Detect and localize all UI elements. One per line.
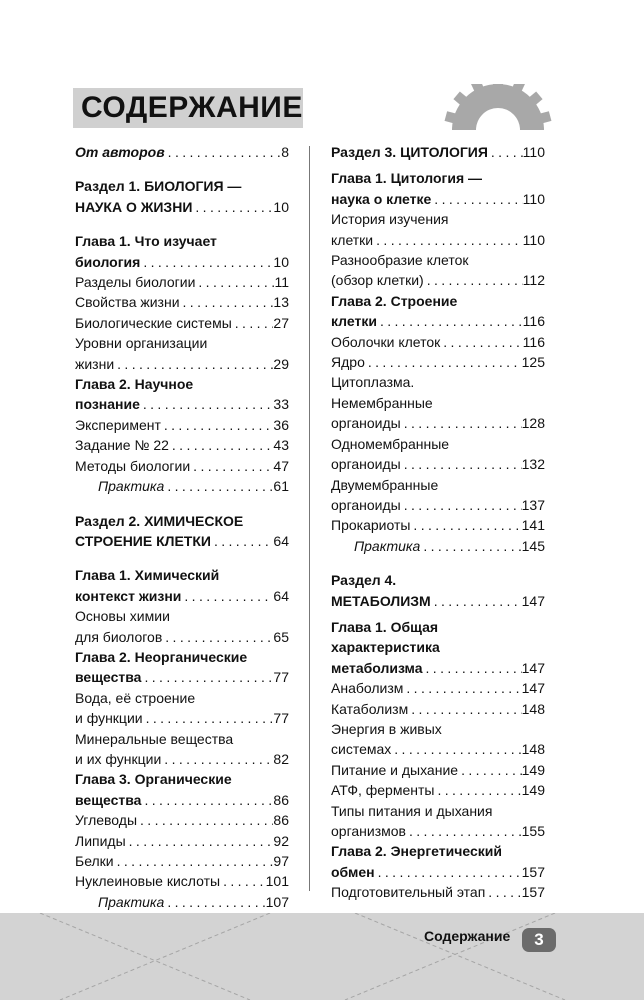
toc-entry-title-line: органоиды bbox=[331, 415, 401, 432]
toc-page-number: 157 bbox=[521, 884, 545, 901]
toc-entry-title-line: Оболочки клеток bbox=[331, 333, 441, 350]
toc-entry-title-line: Свойства жизни bbox=[75, 294, 180, 311]
toc-entry-item[interactable] bbox=[75, 272, 289, 292]
toc-page-number: 92 bbox=[273, 832, 289, 849]
toc-entry-section[interactable] bbox=[75, 176, 289, 217]
dot-leader bbox=[423, 658, 522, 678]
toc-page-number: 112 bbox=[522, 272, 545, 289]
toc-entry-title-line: Раздел 3. ЦИТОЛОГИЯ bbox=[331, 144, 488, 160]
toc-entry-row bbox=[75, 354, 289, 374]
toc-entry-title-line: (обзор клетки) bbox=[331, 272, 424, 289]
dot-leader bbox=[190, 456, 273, 476]
toc-entry-title-line: Практика bbox=[98, 893, 165, 910]
toc-entry-item[interactable] bbox=[75, 333, 289, 374]
dot-leader bbox=[488, 142, 523, 162]
toc-entry-item[interactable] bbox=[75, 729, 289, 770]
toc-entry-title-line: клетки bbox=[331, 313, 377, 330]
toc-left-column bbox=[75, 142, 289, 912]
toc-entry-row bbox=[75, 851, 289, 871]
toc-entry-title-line: Одномембранные bbox=[331, 435, 450, 452]
toc-entry-item[interactable] bbox=[331, 475, 545, 516]
toc-entry-title-line: НАУКА О ЖИЗНИ bbox=[75, 198, 193, 215]
toc-entry-item[interactable] bbox=[331, 352, 545, 372]
toc-entry-chapter[interactable] bbox=[75, 647, 289, 688]
toc-page-number: 157 bbox=[521, 863, 545, 880]
dot-leader bbox=[408, 699, 521, 719]
toc-page-number: 137 bbox=[521, 496, 545, 513]
toc-entry-title-line: характеристика bbox=[331, 639, 440, 656]
toc-page-number: 155 bbox=[521, 823, 545, 839]
toc-entry-item[interactable] bbox=[331, 332, 545, 352]
toc-entry-title-line: Глава 1. Химический bbox=[75, 567, 220, 584]
dot-leader bbox=[114, 354, 273, 374]
toc-entry-item[interactable] bbox=[75, 606, 289, 647]
toc-entry-item[interactable] bbox=[331, 678, 545, 698]
toc-entry-item[interactable] bbox=[75, 292, 289, 312]
toc-entry-row bbox=[75, 531, 289, 551]
toc-page-number: 149 bbox=[521, 761, 545, 778]
toc-entry-row bbox=[331, 699, 545, 719]
toc-entry-row bbox=[331, 454, 545, 474]
dot-leader bbox=[424, 270, 523, 290]
toc-entry-item[interactable] bbox=[331, 372, 545, 433]
toc-entry-title-line: Глава 1. Общая bbox=[331, 618, 439, 635]
toc-entry-row bbox=[331, 230, 545, 250]
dot-leader bbox=[440, 332, 522, 352]
toc-entry-item[interactable] bbox=[331, 699, 545, 719]
toc-entry-title-line: Основы химии bbox=[75, 608, 170, 625]
toc-entry-item[interactable] bbox=[331, 780, 545, 800]
toc-page-number: 147 bbox=[521, 659, 545, 676]
dot-leader bbox=[195, 272, 274, 292]
toc-entry-chapter[interactable] bbox=[331, 841, 545, 882]
toc-entry-row bbox=[331, 352, 545, 372]
dot-leader bbox=[431, 591, 522, 611]
dot-leader bbox=[431, 189, 522, 209]
toc-entry-row bbox=[75, 627, 289, 647]
toc-entry-row bbox=[331, 270, 545, 290]
toc-entry-row bbox=[331, 658, 545, 678]
toc-entry-title-line: Прокариоты bbox=[331, 517, 411, 534]
dot-leader bbox=[365, 352, 522, 372]
dot-leader bbox=[377, 311, 523, 331]
toc-entry-title-line: АТФ, ферменты bbox=[331, 782, 435, 799]
toc-entry-title-line: Биологические системы bbox=[75, 314, 232, 331]
toc-entry-row bbox=[75, 586, 289, 606]
toc-entry-title-line: МЕТАБОЛИЗМ bbox=[331, 592, 431, 609]
dot-leader bbox=[401, 413, 522, 433]
toc-entry-row bbox=[331, 862, 545, 882]
toc-page-number: 132 bbox=[521, 456, 545, 473]
toc-page-number: 13 bbox=[273, 294, 289, 311]
toc-entry-item[interactable] bbox=[75, 435, 289, 455]
toc-entry-item[interactable] bbox=[331, 760, 545, 780]
toc-entry-row bbox=[75, 415, 289, 435]
toc-entry-title-line: вещества bbox=[75, 791, 142, 808]
footer-pattern bbox=[0, 913, 644, 1000]
dot-leader bbox=[391, 739, 521, 759]
toc-entry-row bbox=[331, 882, 545, 902]
dot-leader bbox=[114, 851, 274, 871]
dot-leader bbox=[232, 313, 274, 333]
toc-entry-row bbox=[75, 252, 289, 272]
toc-entry-title-line: контекст жизни bbox=[75, 587, 182, 604]
toc-page-number: 116 bbox=[522, 313, 545, 330]
toc-page-number: 77 bbox=[273, 669, 289, 686]
dot-leader bbox=[165, 142, 282, 162]
toc-entry-title-line: Двумембранные bbox=[331, 476, 439, 493]
toc-page-number: 8 bbox=[281, 144, 289, 160]
toc-entry-title-line: Глава 1. Что изучает bbox=[75, 233, 217, 250]
toc-page-number: 147 bbox=[521, 592, 545, 609]
dot-leader bbox=[141, 667, 273, 687]
toc-page-number: 86 bbox=[273, 791, 289, 808]
toc-entry-title-line: Практика bbox=[354, 537, 421, 554]
toc-entry-title-line: системах bbox=[331, 741, 392, 758]
page-title-box bbox=[73, 88, 303, 128]
toc-entry-row bbox=[75, 142, 289, 162]
dot-leader bbox=[211, 531, 273, 551]
dot-leader bbox=[434, 780, 521, 800]
dot-leader bbox=[181, 586, 273, 606]
dot-leader bbox=[192, 197, 273, 217]
toc-entry-item[interactable] bbox=[331, 209, 545, 250]
toc-entry-row bbox=[331, 311, 545, 331]
toc-entry-title-line: органоиды bbox=[331, 456, 401, 473]
toc-entry-title-line: и их функции bbox=[75, 750, 162, 767]
toc-entry-item[interactable] bbox=[75, 415, 289, 435]
toc-entry-row bbox=[331, 189, 545, 209]
dot-leader bbox=[137, 810, 273, 830]
toc-entry-title-line: Глава 2. Научное bbox=[75, 376, 194, 393]
toc-entry-title-line: жизни bbox=[75, 355, 115, 372]
toc-page-number: 141 bbox=[521, 517, 545, 534]
toc-page-number: 65 bbox=[273, 628, 289, 645]
dot-leader bbox=[406, 821, 522, 841]
toc-entry-item[interactable] bbox=[75, 456, 289, 476]
toc-entry-row bbox=[331, 678, 545, 698]
toc-entry-title-line: Разделы биологии bbox=[75, 274, 196, 291]
toc-entry-title-line: Нуклеиновые кислоты bbox=[75, 873, 221, 890]
toc-entry-title-line: Катаболизм bbox=[331, 700, 409, 717]
page-number-badge: 3 bbox=[522, 928, 556, 952]
toc-entry-title-line: Цитоплазма. bbox=[331, 374, 415, 391]
toc-entry-title-line: Анаболизм bbox=[331, 680, 404, 697]
toc-entry-item[interactable] bbox=[331, 515, 545, 535]
toc-entry-row bbox=[331, 821, 545, 841]
toc-entry-item[interactable] bbox=[75, 313, 289, 333]
page-footer bbox=[0, 913, 644, 1000]
dot-leader bbox=[420, 536, 521, 556]
toc-entry-row bbox=[331, 142, 545, 162]
toc-entry-title-line: метаболизма bbox=[331, 659, 423, 676]
dot-leader bbox=[410, 515, 521, 535]
toc-entry-title-line: Раздел 1. БИОЛОГИЯ — bbox=[75, 178, 242, 195]
toc-page-number: 77 bbox=[273, 710, 289, 727]
toc-entry-title-line: История изучения bbox=[331, 211, 449, 228]
toc-entry-section[interactable] bbox=[331, 142, 545, 162]
toc-entry-item[interactable] bbox=[75, 810, 289, 830]
toc-entry-title-line: Белки bbox=[75, 853, 114, 869]
footer-section-label: Содержание bbox=[424, 928, 511, 944]
toc-page-number: 47 bbox=[273, 457, 289, 474]
toc-entry-item[interactable] bbox=[75, 851, 289, 871]
toc-entry-title-line: От авторов bbox=[75, 144, 165, 160]
toc-entry-practice[interactable] bbox=[331, 536, 545, 556]
dot-leader bbox=[143, 708, 274, 728]
toc-entry-row bbox=[331, 591, 545, 611]
toc-entry-item[interactable] bbox=[331, 882, 545, 902]
toc-page-number: 86 bbox=[273, 812, 289, 829]
dot-leader bbox=[458, 760, 522, 780]
toc-entry-row bbox=[98, 892, 289, 912]
toc-entry-title-line: Задание № 22 bbox=[75, 437, 169, 454]
dot-leader bbox=[403, 678, 521, 698]
dot-leader bbox=[373, 230, 523, 250]
toc-entry-item[interactable] bbox=[75, 871, 289, 891]
toc-entry-row bbox=[331, 515, 545, 535]
toc-entry-item[interactable] bbox=[331, 250, 545, 291]
dot-leader bbox=[126, 831, 274, 851]
dot-leader bbox=[401, 454, 522, 474]
toc-entry-row bbox=[354, 536, 545, 556]
toc-entry-title-line: Подготовительный этап bbox=[331, 884, 486, 901]
toc-page-number: 148 bbox=[521, 741, 545, 758]
toc-entry-row bbox=[75, 435, 289, 455]
column-divider bbox=[309, 146, 310, 891]
toc-entry-row bbox=[75, 831, 289, 851]
dot-leader bbox=[162, 627, 273, 647]
toc-page-number: 10 bbox=[273, 198, 289, 215]
toc-entry-title-line: Методы биологии bbox=[75, 457, 191, 474]
toc-entry-row bbox=[75, 272, 289, 292]
toc-entry-title-line: Энергия в живых bbox=[331, 720, 442, 737]
gear-icon bbox=[438, 84, 558, 130]
dot-leader bbox=[180, 292, 274, 312]
toc-entry-title-line: организмов bbox=[331, 823, 406, 839]
toc-entry-section[interactable] bbox=[75, 511, 289, 552]
toc-entry-row bbox=[75, 708, 289, 728]
toc-entry-row bbox=[75, 292, 289, 312]
toc-page-number: 11 bbox=[274, 274, 289, 291]
toc-entry-chapter[interactable] bbox=[331, 291, 545, 332]
toc-entry-row bbox=[98, 476, 289, 496]
toc-entry-practice[interactable] bbox=[75, 476, 289, 496]
toc-entry-author[interactable] bbox=[75, 142, 289, 162]
toc-entry-row bbox=[331, 739, 545, 759]
toc-entry-title-line: наука о клетке bbox=[331, 190, 432, 207]
toc-entry-item[interactable] bbox=[331, 719, 545, 760]
toc-page-number: 128 bbox=[521, 415, 545, 432]
toc-entry-row bbox=[75, 456, 289, 476]
toc-entry-row bbox=[75, 394, 289, 414]
toc-entry-title-line: Практика bbox=[98, 478, 165, 495]
toc-entry-title-line: познание bbox=[75, 396, 140, 413]
toc-entry-chapter[interactable] bbox=[331, 168, 545, 209]
toc-page-number: 110 bbox=[522, 144, 545, 160]
toc-page-number: 148 bbox=[521, 700, 545, 717]
toc-entry-row bbox=[331, 780, 545, 800]
toc-entry-row bbox=[75, 313, 289, 333]
toc-entry-row bbox=[75, 749, 289, 769]
toc-entry-title-line: и функции bbox=[75, 710, 143, 727]
toc-entry-title-line: Разнообразие клеток bbox=[331, 252, 469, 269]
toc-page-number: 82 bbox=[273, 750, 289, 767]
toc-entry-item[interactable] bbox=[331, 801, 545, 842]
toc-entry-title-line: Немембранные bbox=[331, 394, 433, 411]
toc-entry-chapter[interactable] bbox=[75, 565, 289, 606]
toc-entry-row bbox=[331, 760, 545, 780]
toc-entry-title-line: органоиды bbox=[331, 496, 401, 513]
toc-entry-title-line: вещества bbox=[75, 669, 142, 686]
toc-page-number: 43 bbox=[273, 437, 289, 454]
toc-entry-title-line: Углеводы bbox=[75, 812, 138, 829]
toc-right-column bbox=[331, 142, 545, 903]
toc-entry-title-line: клетки bbox=[331, 231, 374, 248]
toc-page-number: 27 bbox=[273, 314, 289, 331]
toc-page-number: 64 bbox=[273, 532, 289, 549]
toc-entry-title-line: биология bbox=[75, 253, 141, 270]
toc-entry-title-line: Глава 2. Энергетический bbox=[331, 843, 502, 860]
toc-entry-chapter[interactable] bbox=[331, 617, 545, 678]
toc-entry-title-line: Раздел 4. bbox=[331, 572, 397, 589]
toc-page-number: 145 bbox=[521, 537, 545, 554]
dot-leader bbox=[401, 495, 522, 515]
dot-leader bbox=[220, 871, 266, 891]
toc-entry-title-line: обмен bbox=[331, 863, 375, 880]
toc-entry-row bbox=[75, 810, 289, 830]
toc-entry-title-line: Глава 2. Строение bbox=[331, 292, 458, 309]
toc-entry-row bbox=[331, 332, 545, 352]
toc-entry-title-line: Минеральные вещества bbox=[75, 730, 234, 747]
toc-entry-row bbox=[75, 871, 289, 891]
toc-entry-row bbox=[331, 413, 545, 433]
toc-page-number: 101 bbox=[265, 873, 289, 890]
dot-leader bbox=[140, 252, 273, 272]
toc-entry-practice[interactable] bbox=[75, 892, 289, 912]
toc-page-number: 110 bbox=[522, 231, 545, 248]
toc-entry-chapter[interactable] bbox=[75, 374, 289, 415]
toc-entry-title-line: для биологов bbox=[75, 628, 163, 645]
toc-page-number: 10 bbox=[273, 253, 289, 270]
toc-entry-title-line: Глава 1. Цитология — bbox=[331, 170, 483, 187]
dot-leader bbox=[161, 749, 273, 769]
toc-entry-title-line: Вода, её строение bbox=[75, 689, 196, 706]
toc-page-number: 116 bbox=[522, 333, 545, 350]
toc-entry-title-line: Типы питания и дыхания bbox=[331, 802, 493, 819]
dot-leader bbox=[161, 415, 274, 435]
toc-page-number: 110 bbox=[522, 190, 545, 207]
toc-entry-item[interactable] bbox=[75, 688, 289, 729]
toc-page-number: 149 bbox=[521, 782, 545, 799]
dot-leader bbox=[485, 882, 521, 902]
toc-page-number: 33 bbox=[273, 396, 289, 413]
toc-entry-title-line: Ядро bbox=[331, 354, 365, 371]
dot-leader bbox=[141, 790, 273, 810]
toc-entry-title-line: Глава 2. Неорганические bbox=[75, 648, 248, 665]
toc-entry-title-line: Питание и дыхание bbox=[331, 761, 459, 778]
dot-leader bbox=[140, 394, 274, 414]
dot-leader bbox=[164, 892, 265, 912]
toc-entry-title-line: Липиды bbox=[75, 832, 126, 849]
toc-entry-section[interactable] bbox=[331, 570, 545, 611]
toc-entry-title-line: СТРОЕНИЕ КЛЕТКИ bbox=[75, 532, 211, 549]
toc-entry-title-line: Глава 3. Органические bbox=[75, 771, 232, 788]
toc-entry-row bbox=[75, 667, 289, 687]
toc-page-number: 107 bbox=[265, 893, 289, 910]
toc-entry-item[interactable] bbox=[331, 434, 545, 475]
toc-page-number: 125 bbox=[521, 354, 545, 371]
dot-leader bbox=[375, 862, 522, 882]
toc-entry-chapter[interactable] bbox=[75, 769, 289, 810]
toc-entry-item[interactable] bbox=[75, 831, 289, 851]
toc-entry-chapter[interactable] bbox=[75, 231, 289, 272]
toc-page-number: 97 bbox=[273, 853, 289, 869]
dot-leader bbox=[164, 476, 273, 496]
toc-page-number: 61 bbox=[273, 478, 289, 495]
dot-leader bbox=[169, 435, 274, 455]
toc-page-number: 64 bbox=[273, 587, 289, 604]
toc-page-number: 29 bbox=[273, 355, 289, 372]
page-title: СОДЕРЖАНИЕ bbox=[81, 91, 303, 124]
toc-entry-title-line: Раздел 2. ХИМИЧЕСКОЕ bbox=[75, 512, 244, 529]
toc-entry-row bbox=[331, 495, 545, 515]
toc-entry-row bbox=[75, 197, 289, 217]
toc-page-number: 36 bbox=[273, 416, 289, 433]
toc-page-number: 147 bbox=[521, 680, 545, 697]
toc-entry-title-line: Эксперимент bbox=[75, 416, 161, 433]
toc-entry-title-line: Уровни организации bbox=[75, 335, 208, 352]
toc-entry-row bbox=[75, 790, 289, 810]
